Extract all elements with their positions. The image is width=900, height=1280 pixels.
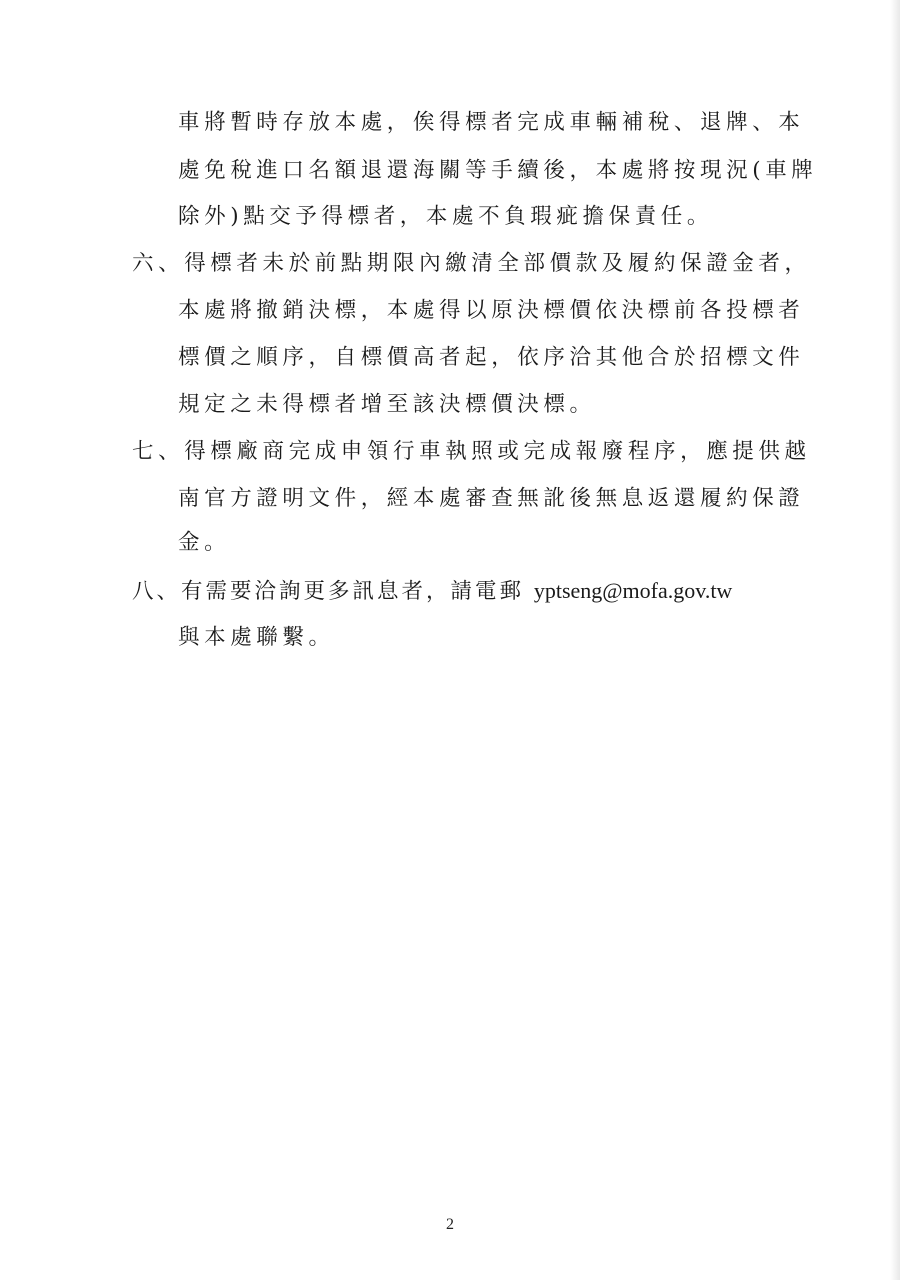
text-line: 與本處聯繫。 xyxy=(178,625,335,650)
text-line: 除外)點交予得標者，本處不負瑕疵擔保責任。 xyxy=(178,204,713,229)
text-line: 金。 xyxy=(178,530,231,555)
text-line: 標價之順序，自標價高者起，依序洽其他合於招標文件 xyxy=(178,345,805,370)
email-address: yptseng@mofa.gov.tw xyxy=(533,578,733,603)
text-line: 本處將撤銷決標，本處得以原決標價依決標前各投標者 xyxy=(178,298,805,323)
text-line: 車將暫時存放本處，俟得標者完成車輛補稅、退牌、本 xyxy=(178,110,805,135)
text-line: 七、得標廠商完成申領行車執照或完成報廢程序，應提供越 xyxy=(132,439,811,464)
text-line: 處免稅進口名額退還海關等手續後，本處將按現況(車牌 xyxy=(178,158,818,183)
text-line: 六、得標者未於前點期限內繳清全部價款及履約保證金者， xyxy=(132,251,811,276)
text-line: 南官方證明文件，經本處審查無訛後無息返還履約保證 xyxy=(178,486,805,511)
page-number: 2 xyxy=(446,1216,454,1233)
text-line xyxy=(132,580,732,603)
contact-text: 八、有需要洽詢更多訊息者，請電郵 xyxy=(132,579,534,604)
scan-edge-shadow xyxy=(890,0,900,1280)
text-line: 規定之未得標者增至該決標價決標。 xyxy=(178,392,596,417)
